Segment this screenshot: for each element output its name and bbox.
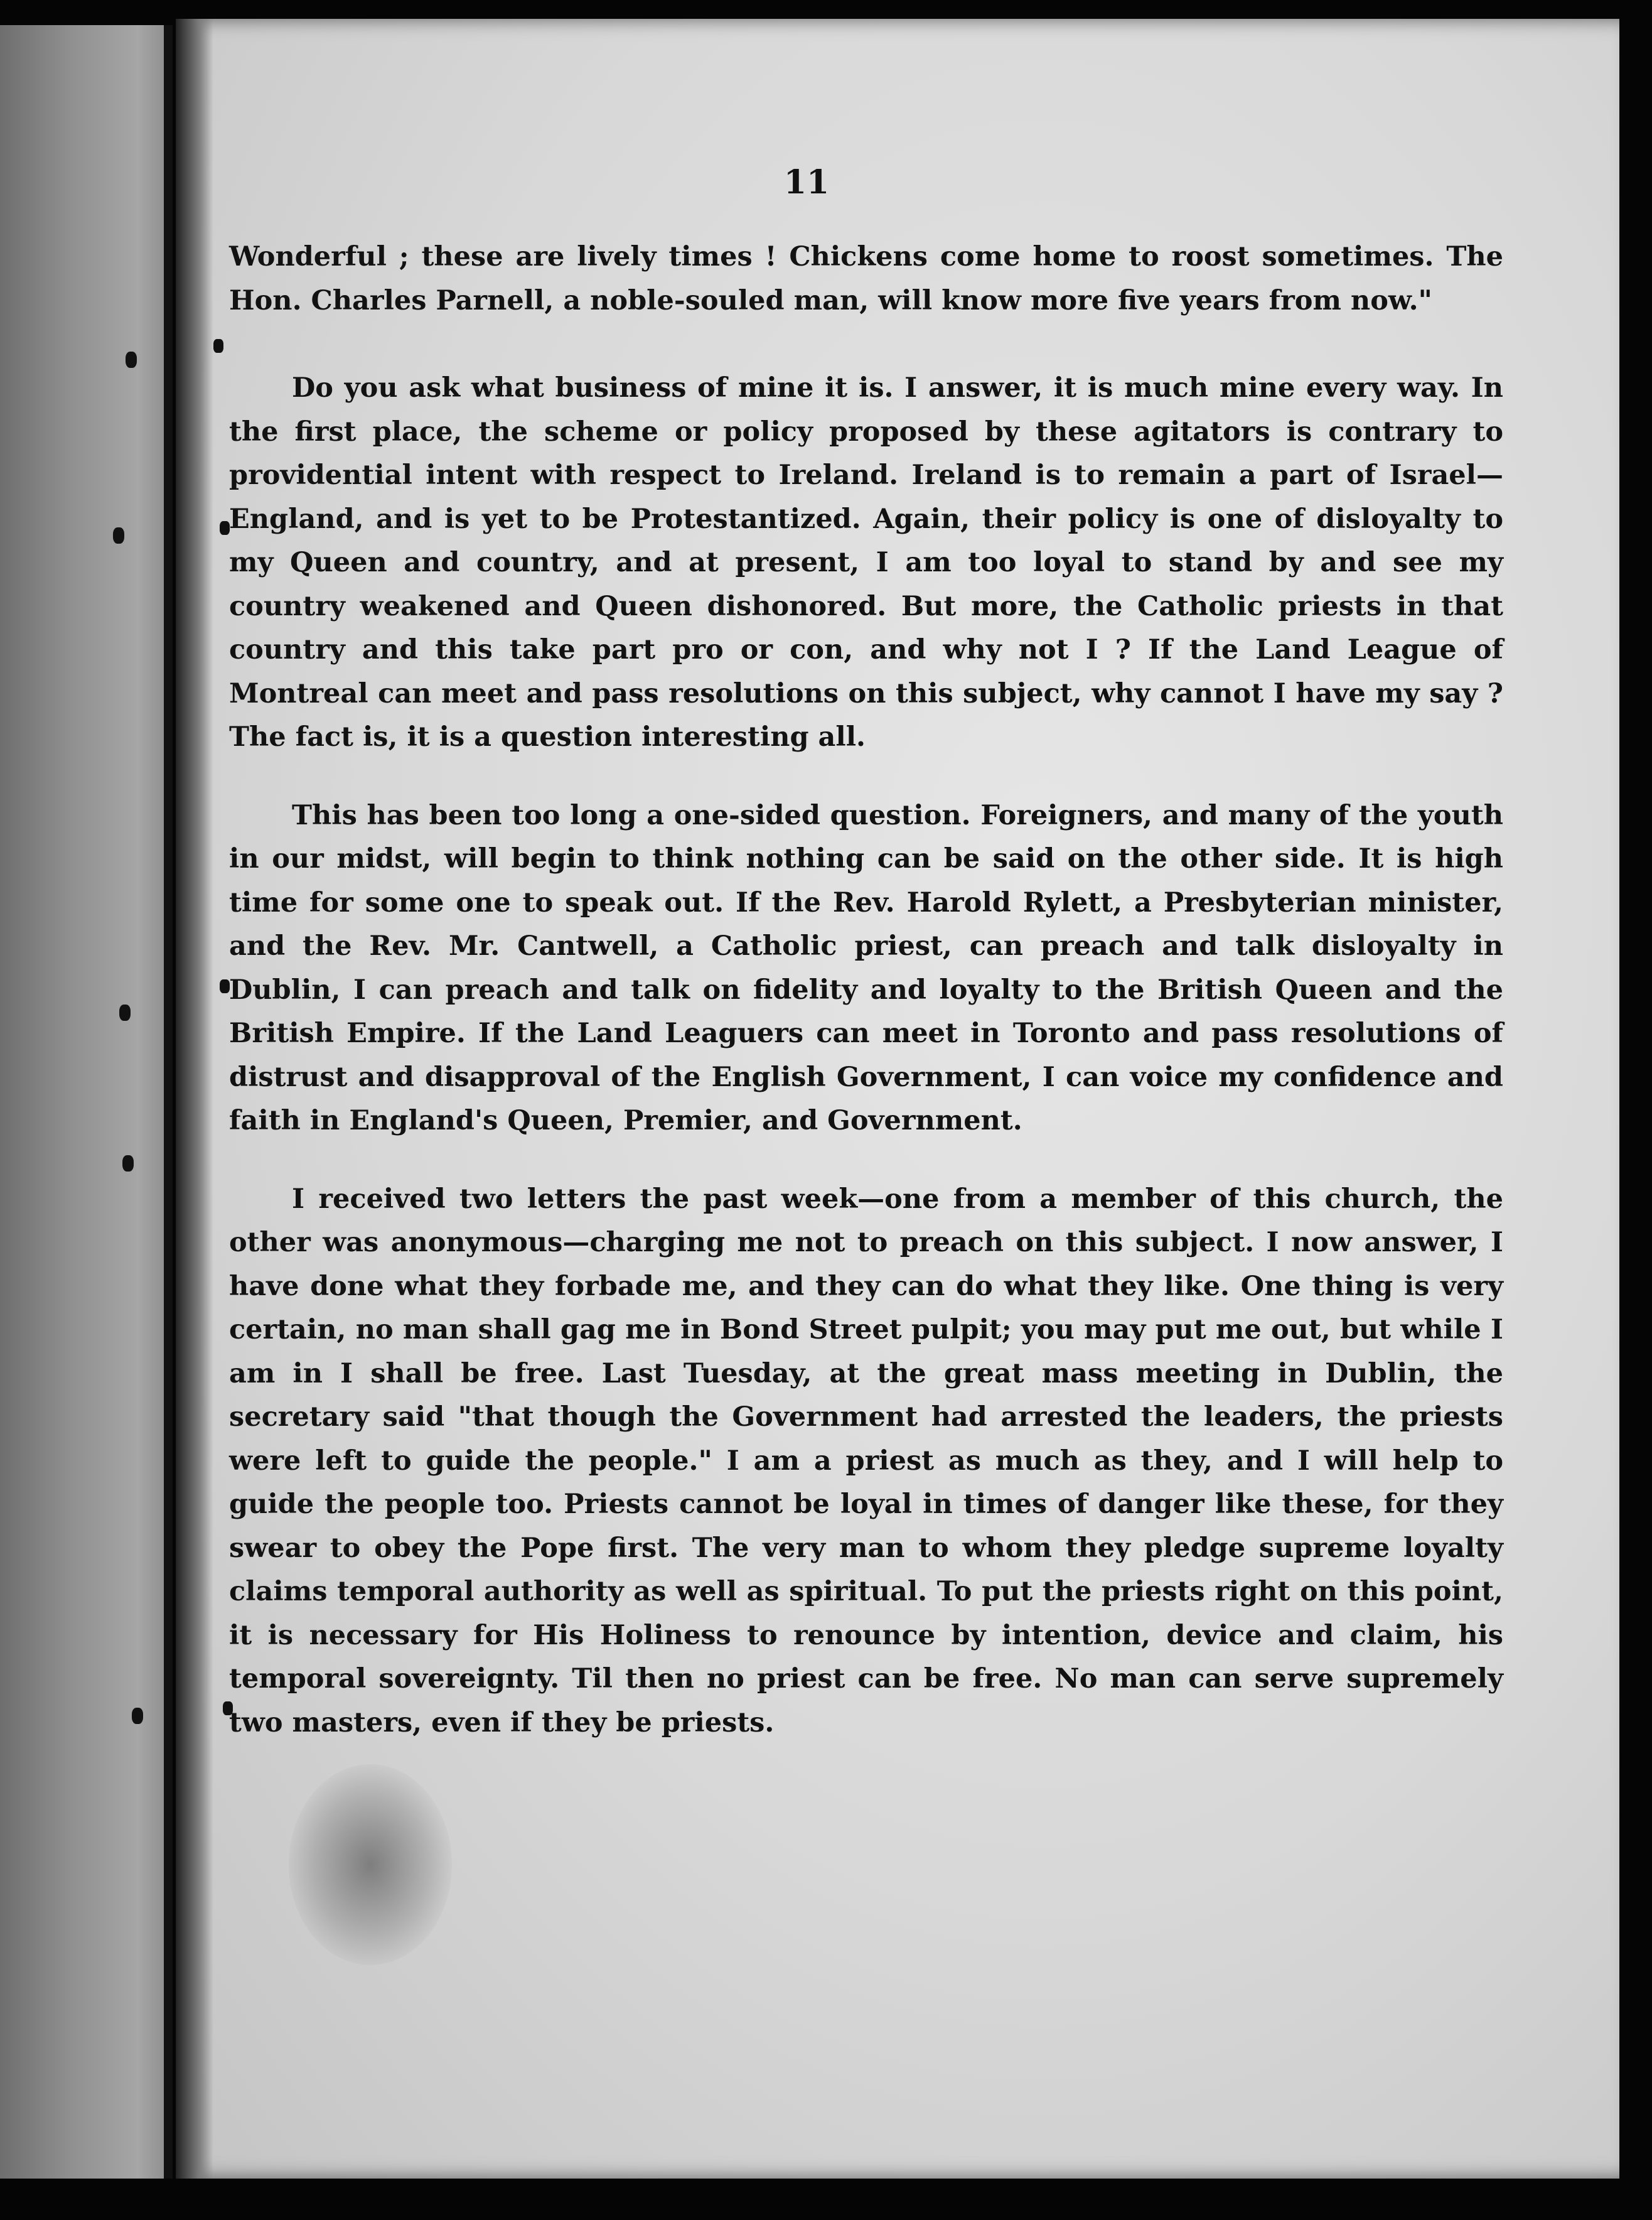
page-number: 11 (783, 163, 830, 202)
margin-mark (220, 979, 230, 993)
ink-speck (119, 1005, 131, 1021)
page-gutter-shadow (176, 19, 213, 2179)
ink-speck (132, 1708, 143, 1724)
body-text (229, 235, 1503, 1745)
ink-speck (122, 1155, 134, 1172)
ink-smudge (289, 1764, 452, 1965)
margin-mark (213, 339, 223, 353)
ink-speck (126, 352, 137, 368)
previous-page-edge (0, 25, 173, 2179)
paragraph-1: Wonderful ; these are lively times ! Chickens come home to roost sometimes. The Hon. Charles Parnell, a noble-souled man, will know more five years from now." (229, 241, 1503, 316)
margin-mark (220, 521, 230, 535)
paragraph-3: This has been too long a one-sided question. Foreigners, and many of the youth in our midst, will begin to think nothing can be said on the other side. It is high time for some one to speak out. If the Rev. Harold Rylett, a Presbyterian minister, and the Rev. Mr. Cantwell, a Catholic priest, can preach and talk disloyalty in Dublin, I can preach and talk on fidelity and loyalty to the British Queen and the British Empire. If the Land Leaguers can meet in Toronto and pass resolutions of distrust and disapproval of the English Government, I can voice my confidence and faith in England's Queen, Premier, and Government. (229, 799, 1503, 1136)
ink-speck (113, 527, 124, 544)
paragraph-2: Do you ask what business of mine it is. I answer, it is much mine every way. In the first place, the scheme or policy proposed by these agitators is contrary to providential intent with respect to Ireland. Ireland is to remain a part of Israel—England, and is yet to be Protestantized. Again, their policy is one of disloyalty to my Queen and country, and at present, I am too loyal to stand by and see my country weakened and Queen dishonored. But more, the Catholic priests in that country and this take part pro or con, and why not I ? If the Land League of Montreal can meet and pass resolutions on this subject, why cannot I have my say ? The fact is, it is a question interesting all. (229, 372, 1503, 753)
binding-shadow (164, 25, 173, 2179)
paragraph-4: I received two letters the past week—one from a member of this church, the other was anonymous—charging me not to preach on this subject. I now answer, I have done what they forbade me, and they can do what they like. One thing is very certain, no man shall gag me in Bond Street pulpit; you may put me out, but while I am in I shall be free. Last Tuesday, at the great mass meeting in Dublin, the secretary said "that though the Government had arrested the leaders, the priests were left to guide the people." I am a priest as much as they, and I will help to guide the people too. Priests cannot be loyal in times of danger like these, for they swear to obey the Pope first. The very man to whom they pledge supreme loyalty claims temporal authority as well as spiritual. To put the priests right on this point, it is necessary for His Holiness to renounce by intention, device and claim, his temporal sovereignty. Til then no priest can be free. No man can serve supremely two masters, even if they be priests. (229, 1183, 1503, 1738)
